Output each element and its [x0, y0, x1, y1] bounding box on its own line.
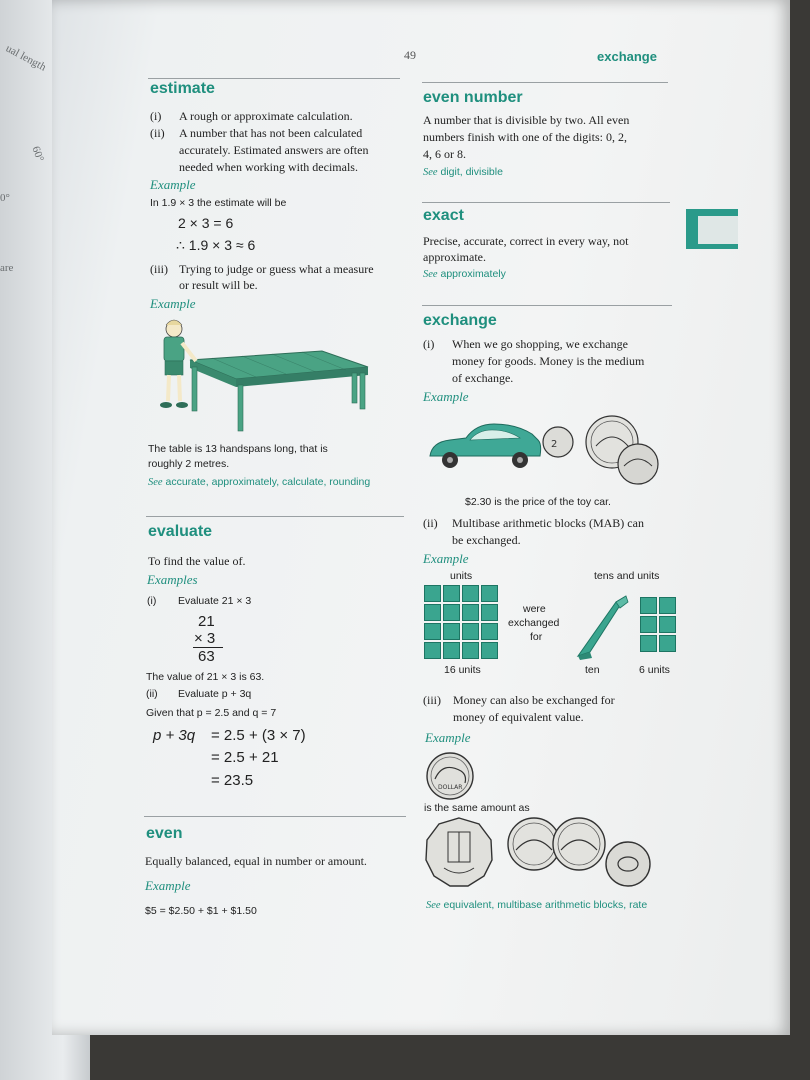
heading-exact: exact — [423, 207, 464, 224]
mab-ten-long-block — [572, 594, 632, 660]
evaluate-definition: To find the value of. — [148, 554, 246, 568]
estimate-example-2-label: Example — [150, 296, 196, 311]
mab-six-units-label: 6 units — [639, 664, 670, 676]
estimate-example-1-label: Example — [150, 177, 196, 192]
even-definition: Equally balanced, equal in number or amount. — [145, 854, 367, 868]
exchange-price-caption: $2.30 is the price of the toy car. — [465, 496, 611, 508]
estimate-example-1-line-2: ∴ 1.9 × 3 ≈ 6 — [176, 237, 256, 253]
left-fragment-3: 0° — [0, 192, 10, 204]
see-label: See — [423, 167, 438, 178]
left-fragment-1: ual length — [3, 42, 48, 74]
estimate-def-ii-num: (ii) — [150, 126, 165, 140]
estimate-caption-1: The table is 13 handspans long, that is — [148, 443, 328, 455]
exchange-ii-num: (ii) — [423, 516, 438, 530]
see-label: See — [148, 477, 163, 488]
evaluate-line-1: = 2.5 + (3 × 7) — [211, 727, 306, 744]
toy-car-and-coins-illustration — [426, 412, 676, 488]
evaluate-given: Given that p = 2.5 and q = 7 — [146, 707, 277, 719]
evaluate-ii-num: (ii) — [146, 688, 158, 700]
estimate-see-references — [148, 476, 370, 488]
evaluate-column-bottom: 63 — [198, 648, 215, 665]
evaluate-line-3: = 23.5 — [211, 772, 254, 789]
estimate-def-i-num: (i) — [150, 109, 162, 123]
heading-evaluate: evaluate — [148, 523, 213, 540]
exact-def-1: Precise, accurate, correct in every way, not — [423, 234, 629, 248]
estimate-see-refs: accurate, approximately, calculate, rounding — [165, 476, 371, 488]
estimate-def-ii-2: accurately. Estimated answers are often — [179, 143, 369, 157]
equivalent-coins-illustration — [424, 816, 654, 890]
mab-sixteen-units-label: 16 units — [444, 664, 481, 676]
estimate-def-iii-num: (iii) — [150, 262, 168, 276]
exchange-i-3: of exchange. — [452, 371, 514, 385]
exact-see-refs: approximately — [440, 268, 506, 280]
estimate-def-iii-2: or result will be. — [179, 278, 258, 292]
heading-exchange: exchange — [423, 312, 497, 329]
exchange-iii-2: money of equivalent value. — [453, 710, 584, 724]
thumb-index-tab — [686, 209, 738, 249]
estimate-def-ii-3: needed when working with decimals. — [179, 160, 358, 174]
exchange-iii-1: Money can also be exchanged for — [453, 693, 615, 707]
heading-estimate: estimate — [150, 80, 215, 97]
coin-dollar-text: DOLLAR — [438, 784, 463, 791]
estimate-def-ii-1: A number that has not been calculated — [179, 126, 363, 140]
exchange-see-refs: equivalent, multibase arithmetic blocks, rate — [443, 899, 648, 911]
estimate-def-iii-1: Trying to judge or guess what a measure — [179, 262, 374, 276]
estimate-example-1-intro: In 1.9 × 3 the estimate will be — [150, 197, 287, 209]
left-fragment-2: 60° — [29, 144, 46, 164]
mab-exchanged: exchanged — [508, 617, 560, 629]
even-number-def-3: 4, 6 or 8. — [423, 147, 466, 161]
evaluate-lhs: p + 3q — [153, 727, 196, 744]
evaluate-line-2: = 2.5 + 21 — [211, 749, 279, 766]
exchange-i-2: money for goods. Money is the medium — [452, 354, 645, 368]
exact-see-references — [423, 268, 506, 280]
exchange-see-references — [426, 899, 647, 911]
estimate-example-1-line-1: 2 × 3 = 6 — [178, 215, 234, 231]
exchange-example-3-label: Example — [425, 730, 471, 745]
rule-evaluate — [146, 516, 404, 517]
even-number-see-references — [423, 166, 503, 178]
one-dollar-coin — [425, 751, 475, 801]
estimate-caption-2: roughly 2 metres. — [148, 458, 230, 470]
exchange-iii-num: (iii) — [423, 693, 441, 707]
running-head: exchange — [597, 49, 657, 64]
page-number: 49 — [404, 48, 416, 62]
rule-even-number — [422, 82, 668, 83]
svg-text:2: 2 — [551, 439, 558, 450]
boy-measuring-table-illustration — [152, 315, 374, 435]
left-fragment-4: are — [0, 262, 14, 274]
mab-units-label: units — [450, 570, 473, 582]
mab-tens-and-units-label: tens and units — [594, 570, 660, 582]
rule-even — [144, 816, 406, 817]
estimate-def-i: A rough or approximate calculation. — [179, 109, 353, 123]
even-number-see-refs: digit, divisible — [440, 166, 503, 178]
rule-exchange — [422, 305, 672, 306]
mab-were: were — [523, 603, 546, 615]
rule-exact — [422, 202, 670, 203]
heading-even-number: even number — [423, 89, 523, 106]
evaluate-ii-text: Evaluate p + 3q — [178, 688, 252, 700]
see-label: See — [423, 269, 438, 280]
evaluate-column-mid: × 3 — [194, 630, 216, 647]
exchange-ii-2: be exchanged. — [452, 533, 521, 547]
heading-even: even — [146, 825, 183, 842]
even-number-def-2: numbers finish with one of the digits: 0, 2, — [423, 130, 627, 144]
mab-ten-label: ten — [585, 664, 600, 676]
rule-estimate — [148, 78, 400, 79]
mab-for: for — [530, 631, 543, 643]
evaluate-result: The value of 21 × 3 is 63. — [146, 671, 265, 683]
see-label: See — [426, 900, 441, 911]
exchange-i-num: (i) — [423, 337, 435, 351]
even-number-def-1: A number that is divisible by two. All even — [423, 113, 630, 127]
evaluate-i-text: Evaluate 21 × 3 — [178, 595, 252, 607]
even-example: $5 = $2.50 + $1 + $1.50 — [145, 905, 257, 917]
evaluate-i-num: (i) — [147, 595, 157, 607]
exact-def-2: approximate. — [423, 250, 486, 264]
exchange-example-2-label: Example — [423, 551, 469, 566]
exchange-example-1-label: Example — [423, 389, 469, 404]
even-example-label: Example — [145, 878, 191, 893]
evaluate-column-top: 21 — [198, 613, 215, 630]
exchange-same-amount: is the same amount as — [424, 802, 530, 814]
evaluate-examples-label: Examples — [147, 572, 198, 587]
exchange-i-1: When we go shopping, we exchange — [452, 337, 628, 351]
exchange-ii-1: Multibase arithmetic blocks (MAB) can — [452, 516, 644, 530]
